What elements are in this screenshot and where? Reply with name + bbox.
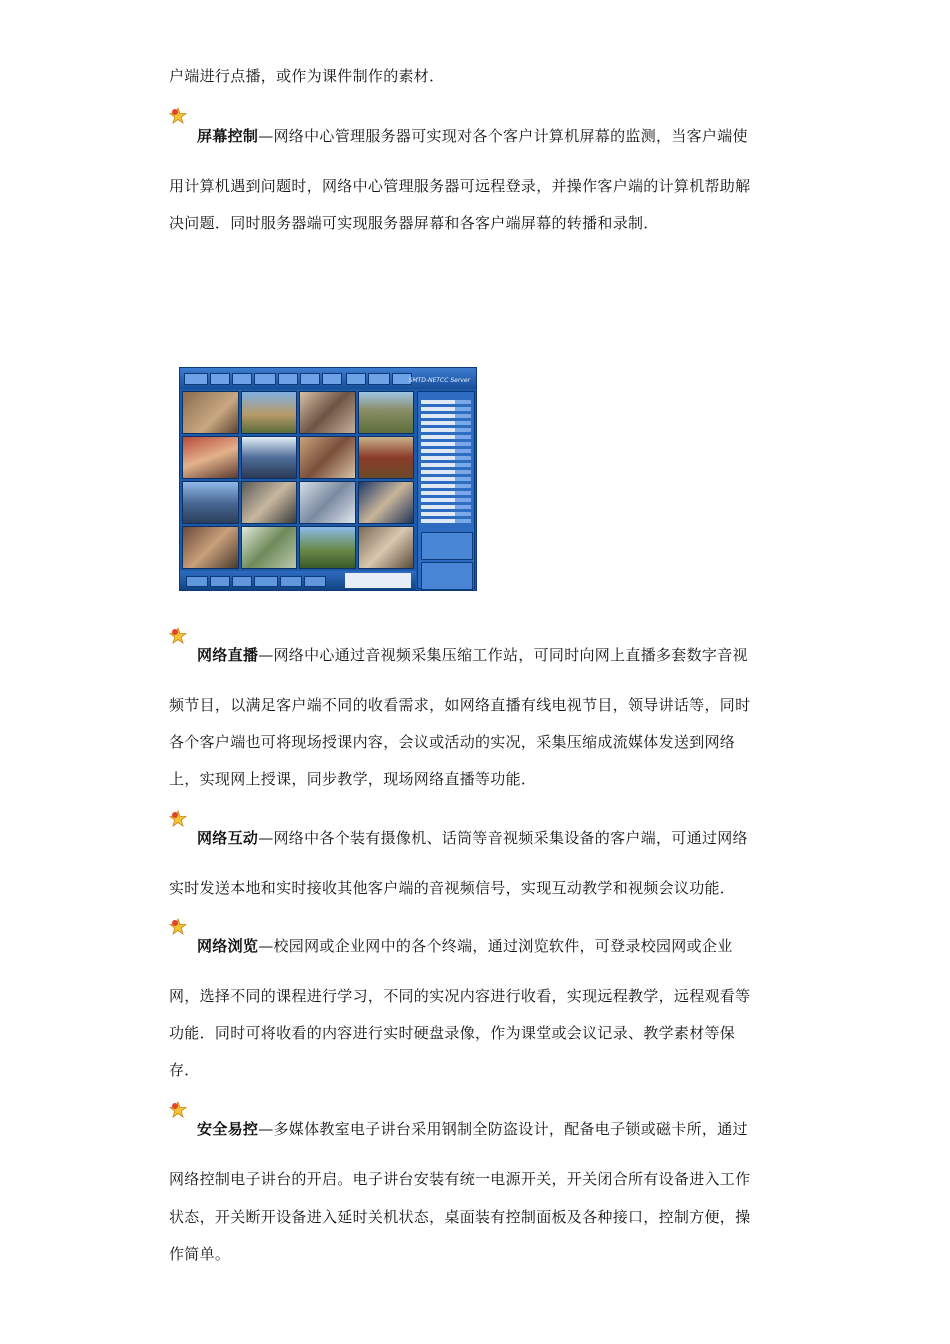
text-line: 户端进行点播，或作为课件制作的素材． bbox=[169, 67, 445, 85]
text-line: 功能．同时可将收看的内容进行实时硬盘录像，作为课堂或会议记录、教学素材等保 bbox=[169, 1024, 736, 1042]
paragraph-line bbox=[197, 126, 748, 146]
text-line: 网，选择不同的课程进行学习，不同的实况内容进行收看，实现远程教学，远程观看等 bbox=[169, 987, 751, 1005]
video-thumb bbox=[182, 436, 239, 479]
video-thumb bbox=[299, 436, 356, 479]
text-line: —校园网或企业网中的各个终端，通过浏览软件，可登录校园网或企业 bbox=[258, 937, 733, 955]
video-thumb bbox=[358, 436, 415, 479]
paragraph-title: 网络浏览 bbox=[197, 937, 259, 955]
video-thumb bbox=[182, 526, 239, 569]
star-bullet-icon bbox=[169, 107, 187, 125]
video-thumb bbox=[241, 391, 298, 434]
text-line: 决问题．同时服务器端可实现服务器屏幕和各客户端屏幕的转播和录制． bbox=[169, 214, 659, 232]
video-thumb bbox=[182, 481, 239, 524]
video-thumb bbox=[182, 391, 239, 434]
paragraph-line bbox=[197, 936, 733, 956]
text-line: 用计算机遇到问题时，网络中心管理服务器可远程登录，并操作客户端的计算机帮助解 bbox=[169, 177, 751, 195]
text-line: 存． bbox=[169, 1061, 200, 1079]
paragraph-title: 屏幕控制 bbox=[197, 127, 259, 145]
video-thumb bbox=[358, 391, 415, 434]
video-thumb bbox=[358, 481, 415, 524]
star-bullet-icon bbox=[169, 627, 187, 645]
star-bullet-icon bbox=[169, 918, 187, 936]
video-thumb bbox=[241, 526, 298, 569]
paragraph-line bbox=[197, 1119, 748, 1139]
server-title: SMTD-NETCC Server bbox=[408, 377, 470, 384]
server-screenshot bbox=[179, 367, 477, 591]
video-thumb bbox=[241, 481, 298, 524]
text-line: 实时发送本地和实时接收其他客户端的音视频信号，实现互动教学和视频会议功能． bbox=[169, 879, 736, 897]
screenshot-toolbar bbox=[180, 368, 476, 389]
paragraph-line bbox=[197, 828, 748, 848]
video-thumb bbox=[358, 526, 415, 569]
text-line: 状态，开关断开设备进入延时关机状态，桌面装有控制面板及各种接口，控制方便，操 bbox=[169, 1208, 751, 1226]
paragraph-title: 网络直播 bbox=[197, 646, 259, 664]
paragraph-line bbox=[197, 645, 748, 665]
text-line: 上，实现网上授课，同步教学，现场网络直播等功能． bbox=[169, 770, 537, 788]
video-grid bbox=[182, 391, 414, 569]
video-thumb bbox=[299, 391, 356, 434]
video-thumb bbox=[299, 481, 356, 524]
text-line: 网络控制电子讲台的开启。电子讲台安装有统一电源开关，开关闭合所有设备进入工作 bbox=[169, 1170, 751, 1188]
text-line: 作简单。 bbox=[169, 1245, 231, 1263]
text-line: —网络中各个装有摄像机、话筒等音视频采集设备的客户端，可通过网络 bbox=[258, 829, 748, 847]
text-line: —网络中心通过音视频采集压缩工作站，可同时向网上直播多套数字音视 bbox=[258, 646, 748, 664]
video-thumb bbox=[241, 436, 298, 479]
screenshot-bottom-bar bbox=[180, 571, 416, 590]
text-line: —多媒体教室电子讲台采用钢制全防盗设计，配备电子锁或磁卡所，通过 bbox=[258, 1120, 748, 1138]
text-line: 频节目，以满足客户端不同的收看需求，如网络直播有线电视节目，领导讲话等，同时 bbox=[169, 696, 751, 714]
paragraph-title: 网络互动 bbox=[197, 829, 259, 847]
video-thumb bbox=[299, 526, 356, 569]
star-bullet-icon bbox=[169, 1101, 187, 1119]
text-line: —网络中心管理服务器可实现对各个客户计算机屏幕的监测，当客户端使 bbox=[258, 127, 748, 145]
text-line: 各个客户端也可将现场授课内容，会议或活动的实况，采集压缩成流媒体发送到网络 bbox=[169, 733, 736, 751]
client-list-panel bbox=[417, 391, 475, 589]
star-bullet-icon bbox=[169, 810, 187, 828]
paragraph-title: 安全易控 bbox=[197, 1120, 259, 1138]
